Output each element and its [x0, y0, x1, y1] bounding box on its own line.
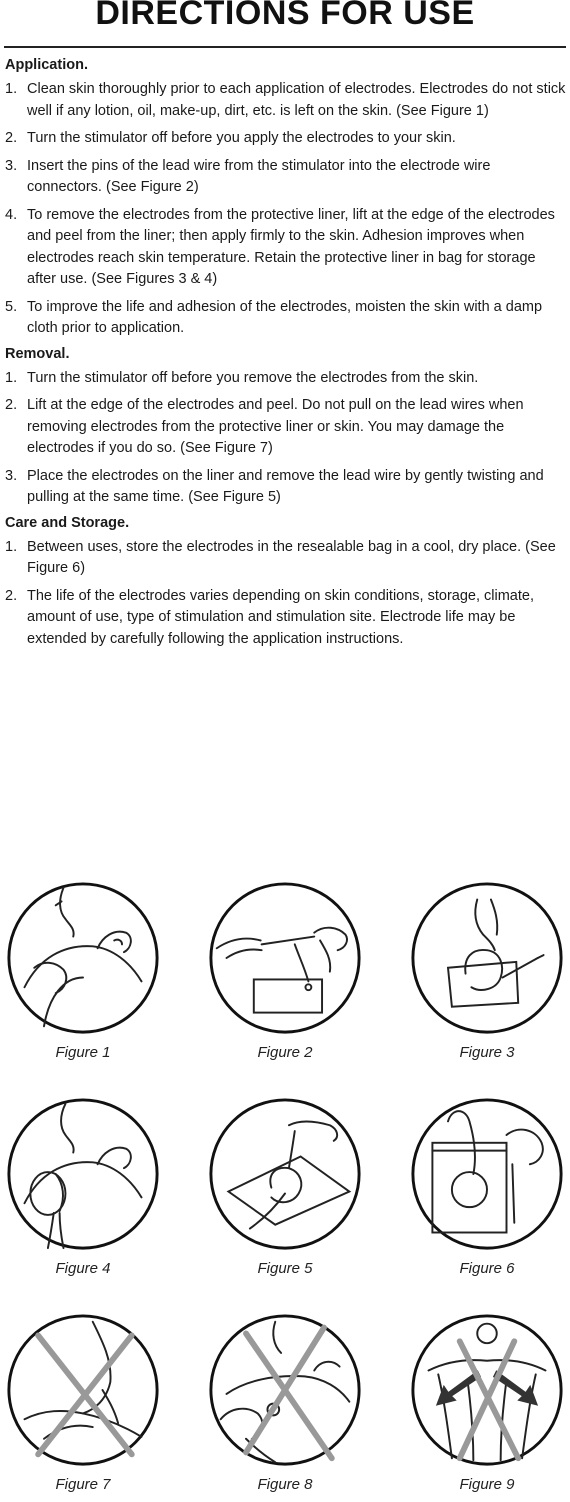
step-list: [5, 79, 567, 340]
step-list: [5, 537, 567, 651]
step-list: [5, 368, 567, 509]
page-title: DIRECTIONS FOR USE: [95, 0, 475, 32]
list-item: [5, 156, 567, 199]
step-text: To improve the life and adhesion of the electrodes, moisten the skin with a damp cloth prior to application.: [27, 298, 543, 336]
section-heading: Removal.: [5, 345, 70, 362]
apply-to-shoulder-illustration: [5, 1096, 161, 1252]
step-number: 5.: [5, 298, 18, 315]
figure-caption: Figure 4: [55, 1260, 111, 1277]
step-text: The life of the electrodes varies depending on skin conditions, storage, climate, amount of use, type of stimulation and stimulation site. Electrode life may be extended by carefully following the application instructions.: [27, 587, 534, 647]
step-text: Turn the stimulator off before you remove the electrodes from the skin.: [27, 369, 479, 386]
step-number: 3.: [5, 157, 18, 174]
figure-caption: Figure 7: [55, 1476, 111, 1493]
remove-lead-wire-illustration: [207, 1096, 363, 1252]
shoulder-cleaning-illustration: [5, 880, 161, 1036]
step-number: 1.: [5, 369, 18, 386]
prohibited-placement-illustration: [207, 1312, 363, 1468]
figure-2: [202, 880, 368, 1070]
section-heading: Application.: [5, 57, 88, 73]
step-number: 2.: [5, 587, 18, 604]
step-number: 2.: [5, 130, 18, 146]
figure-caption: Figure 2: [257, 1044, 313, 1061]
figure-7: [0, 1312, 166, 1502]
step-number: 3.: [5, 467, 18, 484]
step-text: Lift at the edge of the electrodes and peel. Do not pull on the lead wires when removing electrodes from the protective liner or skin. You may damage the electrodes if you do so. (See Figure 7): [27, 397, 524, 456]
figure-caption: Figure 5: [257, 1260, 313, 1277]
step-text: Clean skin thoroughly prior to each application of electrodes. Electrodes do not stick well if any lotion, oil, make-up, dirt, etc. is left on the skin. (See Figure 1): [27, 81, 566, 119]
list-item: [5, 297, 567, 340]
figure-3: [404, 880, 570, 1070]
figure-caption: Figure 8: [257, 1476, 313, 1493]
figure-caption: Figure 1: [55, 1044, 111, 1061]
list-item: [5, 537, 567, 580]
resealable-bag-illustration: [409, 1096, 565, 1252]
step-number: 1.: [5, 81, 18, 97]
section-application: [5, 57, 567, 340]
figure-8: [202, 1312, 368, 1502]
figure-1: [0, 880, 166, 1070]
step-number: 1.: [5, 538, 18, 555]
list-item: [5, 128, 567, 150]
step-text: Between uses, store the electrodes in the resealable bag in a cool, dry place. (See Figure 6): [27, 538, 556, 576]
figure-9: [404, 1312, 570, 1502]
title-divider: [4, 46, 566, 48]
figure-6: [404, 1096, 570, 1286]
section-care-storage: [5, 515, 567, 651]
figure-5: [202, 1096, 368, 1286]
list-item: [5, 79, 567, 122]
list-item: [5, 466, 567, 509]
figure-caption: Figure 9: [459, 1476, 515, 1493]
step-text: Insert the pins of the lead wire from the stimulator into the electrode wire connectors. (See Figure 2): [27, 157, 491, 195]
section-heading: Care and Storage.: [5, 514, 130, 531]
list-item: [5, 205, 567, 291]
list-item: [5, 586, 567, 651]
prohibited-chest-placement-illustration: [409, 1312, 565, 1468]
step-text: To remove the electrodes from the protective liner, lift at the edge of the electrodes and peel from the liner; then apply firmly to the skin. Adhesion improves when electrodes reach skin temperature. Retain the protective liner in bag for storage after use. (See Figures 3 & 4): [27, 206, 555, 287]
lead-wire-connection-illustration: [207, 880, 363, 1036]
step-text: Place the electrodes on the liner and remove the lead wire by gently twisting and pulling at the same time. (See Figure 5): [27, 467, 544, 505]
figure-caption: Figure 6: [459, 1260, 515, 1277]
figure-caption: Figure 3: [459, 1044, 515, 1061]
pull-wire-prohibited-illustration: [5, 1312, 161, 1468]
figure-4: [0, 1096, 166, 1286]
list-item: [5, 395, 567, 460]
step-number: 2.: [5, 397, 18, 413]
step-text: Turn the stimulator off before you apply the electrodes to your skin.: [27, 130, 456, 146]
section-removal: [5, 346, 567, 509]
instructions: [5, 57, 567, 656]
step-number: 4.: [5, 206, 18, 223]
peel-from-liner-illustration: [409, 880, 565, 1036]
list-item: [5, 368, 567, 390]
